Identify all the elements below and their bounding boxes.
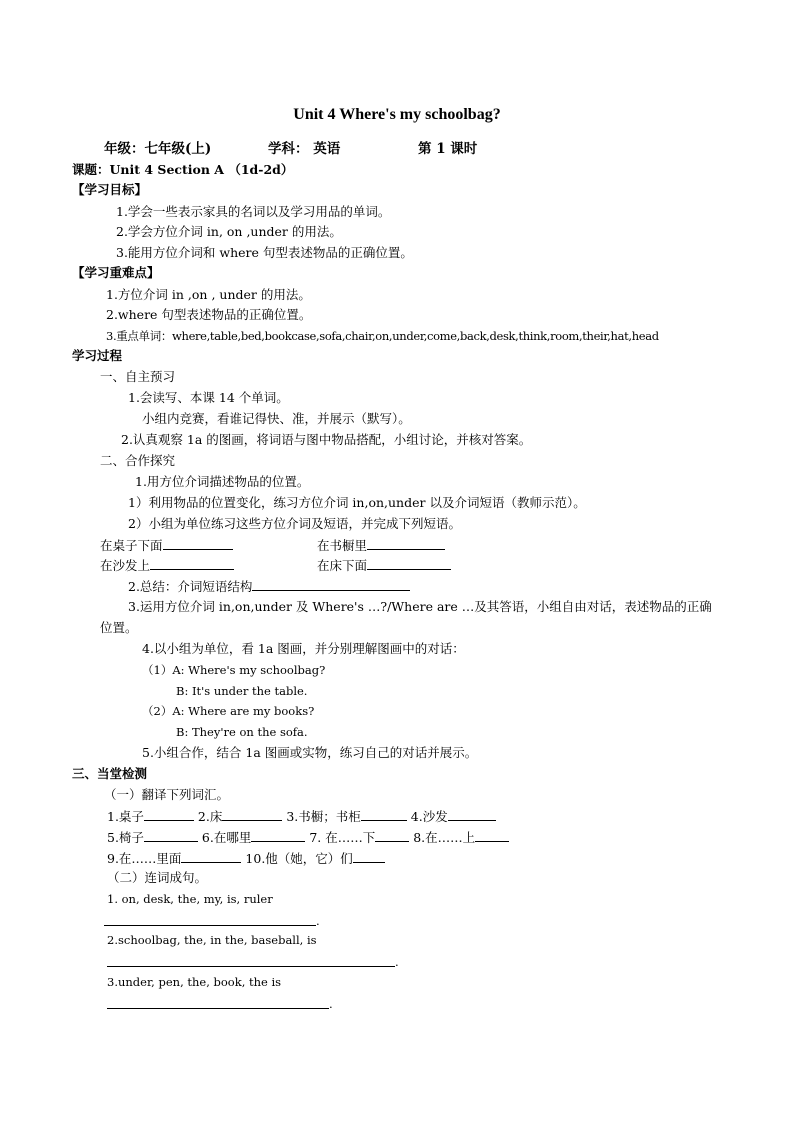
- vocab-label: 1.桌子: [107, 809, 144, 824]
- vocab-blank[interactable]: [222, 808, 282, 821]
- answer-line[interactable]: [107, 1008, 329, 1009]
- section-heading: 一、自主预习: [100, 369, 176, 384]
- dialogue-line: （1）A: Where's my schoolbag?: [142, 663, 326, 677]
- period-label: 第 1 课时: [418, 141, 478, 157]
- dialogue-line: （2）A: Where are my books?: [142, 704, 315, 718]
- check-heading: 三、当堂检测: [72, 766, 148, 781]
- process-line: 2.认真观察 1a 的图画，将词语与图中物品搭配，小组讨论，并核对答案。: [121, 432, 532, 447]
- answer-line[interactable]: [104, 925, 316, 926]
- phrase-blank[interactable]: [163, 537, 233, 550]
- vocab-label: 7. 在……下: [309, 830, 376, 845]
- vocab-blank[interactable]: [361, 808, 407, 821]
- vocab-label: 3.书橱；书柜: [286, 809, 361, 824]
- lesson-topic: 课题：Unit 4 Section A （1d-2d）: [72, 162, 294, 177]
- phrase-blank[interactable]: [367, 537, 445, 550]
- summary-label: 2.总结：介词短语结构: [128, 579, 253, 594]
- process-heading: 学习过程: [72, 348, 123, 363]
- phrase-blank[interactable]: [367, 557, 451, 570]
- vocab-label: 10.他（她，它）们: [245, 851, 353, 866]
- answer-period: .: [316, 914, 320, 928]
- process-line: 1.用方位介词描述物品的位置。: [135, 474, 310, 489]
- sentence-question: 1. on, desk, the, my, is, ruler: [107, 892, 273, 906]
- vocab-row: [107, 829, 509, 846]
- phrase-item: [100, 537, 233, 554]
- sentence-question: 2.schoolbag, the, in the, baseball, is: [107, 933, 317, 947]
- dialogue-line: B: They're on the sofa.: [176, 725, 308, 739]
- goal-item: 3.能用方位介词和 where 句型表述物品的正确位置。: [116, 245, 413, 260]
- process-line: 4.以小组为单位，看 1a 图画，并分别理解图画中的对话：: [142, 641, 465, 656]
- process-line: 3.运用方位介词 in,on,under 及 Where's …?/Where are …及其答语，小组自由对话，表述物品的正确: [128, 599, 712, 614]
- key-points-heading: 【学习重难点】: [72, 265, 160, 280]
- section-heading: 二、合作探究: [100, 453, 176, 468]
- goal-item: 2.学会方位介词 in, on ,under 的用法。: [116, 224, 342, 239]
- process-line: 位置。: [100, 620, 138, 635]
- phrase-item: [100, 557, 234, 574]
- vocab-blank[interactable]: [353, 850, 385, 863]
- vocab-label: 2.床: [197, 809, 223, 824]
- vocab-blank[interactable]: [144, 829, 198, 842]
- phrase-label: 在床下面: [317, 558, 368, 573]
- phrase-blank[interactable]: [150, 557, 234, 570]
- vocab-label: 9.在……里面: [107, 851, 182, 866]
- process-line: 2）小组为单位练习这些方位介词及短语，并完成下列短语。: [128, 516, 461, 531]
- answer-period: .: [395, 955, 399, 969]
- phrase-label: 在沙发上: [100, 558, 151, 573]
- vocab-blank[interactable]: [144, 808, 194, 821]
- vocab-row: [107, 808, 496, 825]
- process-line: 5.小组合作，结合 1a 图画或实物，练习自己的对话并展示。: [142, 745, 478, 760]
- vocab-label: 4.沙发: [410, 809, 448, 824]
- page-title: Unit 4 Where's my schoolbag?: [293, 106, 501, 123]
- vocab-blank[interactable]: [448, 808, 496, 821]
- phrase-item: [317, 557, 451, 574]
- key-point-item: 2.where 句型表述物品的正确位置。: [106, 307, 312, 322]
- sentence-question: 3.under, pen, the, book, the is: [107, 975, 282, 989]
- phrase-label: 在书橱里: [317, 538, 368, 553]
- key-point-item: 1.方位介词 in ,on , under 的用法。: [106, 287, 311, 302]
- key-point-item: 3.重点单词：where,table,bed,bookcase,sofa,chair,on,under,come,back,desk,think,room,their,hat,head: [106, 329, 659, 343]
- process-line: 1）利用物品的位置变化，练习方位介词 in,on,under 以及介词短语（教师示范）。: [128, 495, 586, 510]
- vocab-label: 5.椅子: [107, 830, 144, 845]
- grade-label: 年级：七年级(上): [104, 141, 212, 157]
- subject-label: 学科： 英语: [268, 141, 341, 157]
- vocab-blank[interactable]: [375, 829, 409, 842]
- phrase-item: [317, 537, 445, 554]
- vocab-blank[interactable]: [475, 829, 509, 842]
- goal-item: 1.学会一些表示家具的名词以及学习用品的单词。: [116, 204, 391, 219]
- summary-line: [128, 578, 410, 595]
- phrase-label: 在桌子下面: [100, 538, 163, 553]
- dialogue-line: B: It's under the table.: [176, 684, 308, 698]
- process-line: 小组内竞赛，看谁记得快、准，并展示（默写）。: [142, 411, 411, 426]
- vocab-blank[interactable]: [181, 850, 241, 863]
- summary-blank[interactable]: [252, 578, 410, 591]
- check-part-heading: （二）连词成句。: [107, 870, 208, 885]
- vocab-row: [107, 850, 385, 867]
- answer-period: .: [329, 997, 333, 1011]
- vocab-label: 6.在哪里: [201, 830, 252, 845]
- vocab-label: 8.在……上: [413, 830, 476, 845]
- vocab-blank[interactable]: [251, 829, 305, 842]
- check-part-heading: （一）翻译下列词汇。: [104, 787, 230, 802]
- goals-heading: 【学习目标】: [72, 182, 148, 197]
- answer-line[interactable]: [107, 966, 395, 967]
- process-line: 1.会读写、本课 14 个单词。: [128, 390, 289, 405]
